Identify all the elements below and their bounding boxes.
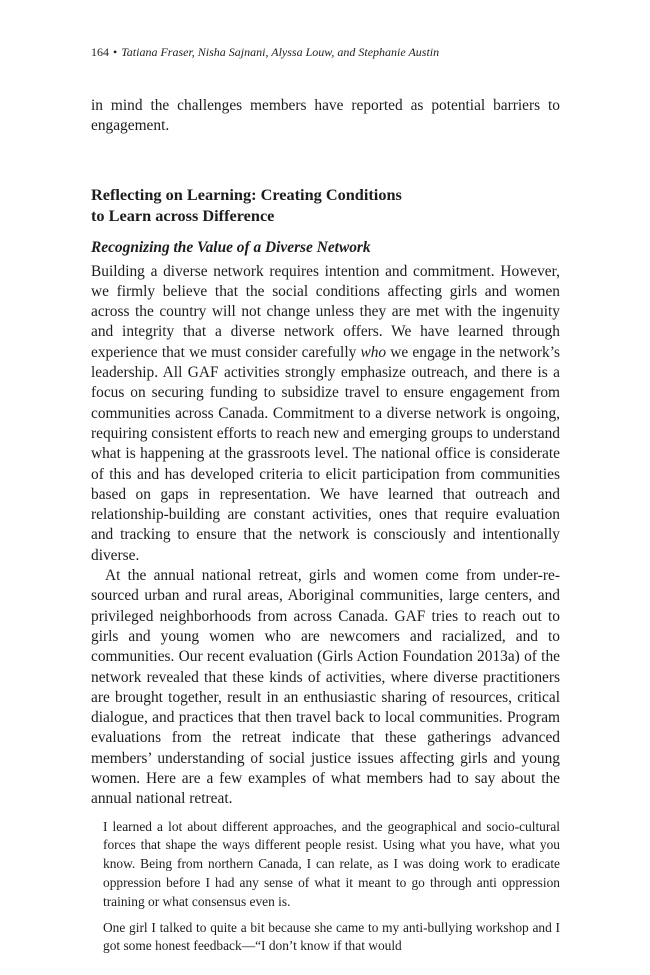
continuation-paragraph: in mind the challenges members have reported as potential barriers to engagement. <box>91 97 560 135</box>
header-authors: Tatiana Fraser, Nisha Sajnani, Alyssa Louw, and Stephanie Austin <box>121 45 440 59</box>
paragraph1-part1: Building a diverse network requires intention and commitment. However, we firmly believe that the social conditions affecting girls and women across the country will not change unless they are met with the ingenuity and integrity that a diverse network offers. We have learned through experience that we must consider carefully <box>91 262 560 361</box>
section-heading-line2: to Learn across Difference <box>91 205 275 225</box>
paragraph-national-retreat: At the annual national retreat, girls and women come from under-resourced urban and rural areas, Aboriginal communities, large centers, and privileged neighborhoods from across Canada. GAF tries to reach out to girls and young women who are newcomers and racialized, and to communities. Our recent evaluation (Girls Action Foundation 2013a) of the network revealed that these kinds of activities, where diverse practitioners are brought together, result in an enthusiastic sharing of resources, critical dialogue, and practices that then travel back to local communities. Program evaluations from the retreat indicate that these gatherings advanced members’ understanding of social justice issues affecting girls and young women. Here are a few examples of what members had to say about the annual national retreat. <box>91 567 560 808</box>
header-separator: • <box>113 45 118 59</box>
running-head <box>91 44 560 60</box>
paragraph-diverse-network <box>91 262 560 566</box>
block-quote-2: One girl I talked to quite a bit because she came to my anti-bullying workshop and I got some honest feedback—“I don’t know if that would <box>103 919 560 954</box>
book-page <box>91 44 560 956</box>
block-quote-1: I learned a lot about different approaches, and the geographical and socio-cultural forces that shape the ways different people resist. Using what you have, what you know. Being from northern Canada, I can relate, as I was doing work to eradicate oppression before I had any sense of what it meant to go through anti oppression training or what consensus even is. <box>103 818 560 909</box>
subsection-heading: Recognizing the Value of a Diverse Network <box>91 238 371 256</box>
section-heading-line1: Reflecting on Learning: Creating Conditions <box>91 184 402 204</box>
page-number: 164 <box>91 45 109 59</box>
paragraph1-part2: we engage in the network’s leadership. All GAF activities strongly emphasize outreach, and there is a focus on securing funding to subsidize travel to ensure engagement from communities across Canada. Commitment to a diverse network is ongoing, requiring consistent efforts to reach new and emerging groups to understand what is happening at the grassroots level. The national office is considerate of this and has developed criteria to elicit participation from communities based on gaps in representation. We have learned that outreach and relationship-building are constant activities, ones that require evaluation and tracking to ensure that the network is consciously and intentionally diverse. <box>91 343 560 564</box>
paragraph1-emphasis: who <box>360 343 387 361</box>
section-heading <box>91 184 560 226</box>
